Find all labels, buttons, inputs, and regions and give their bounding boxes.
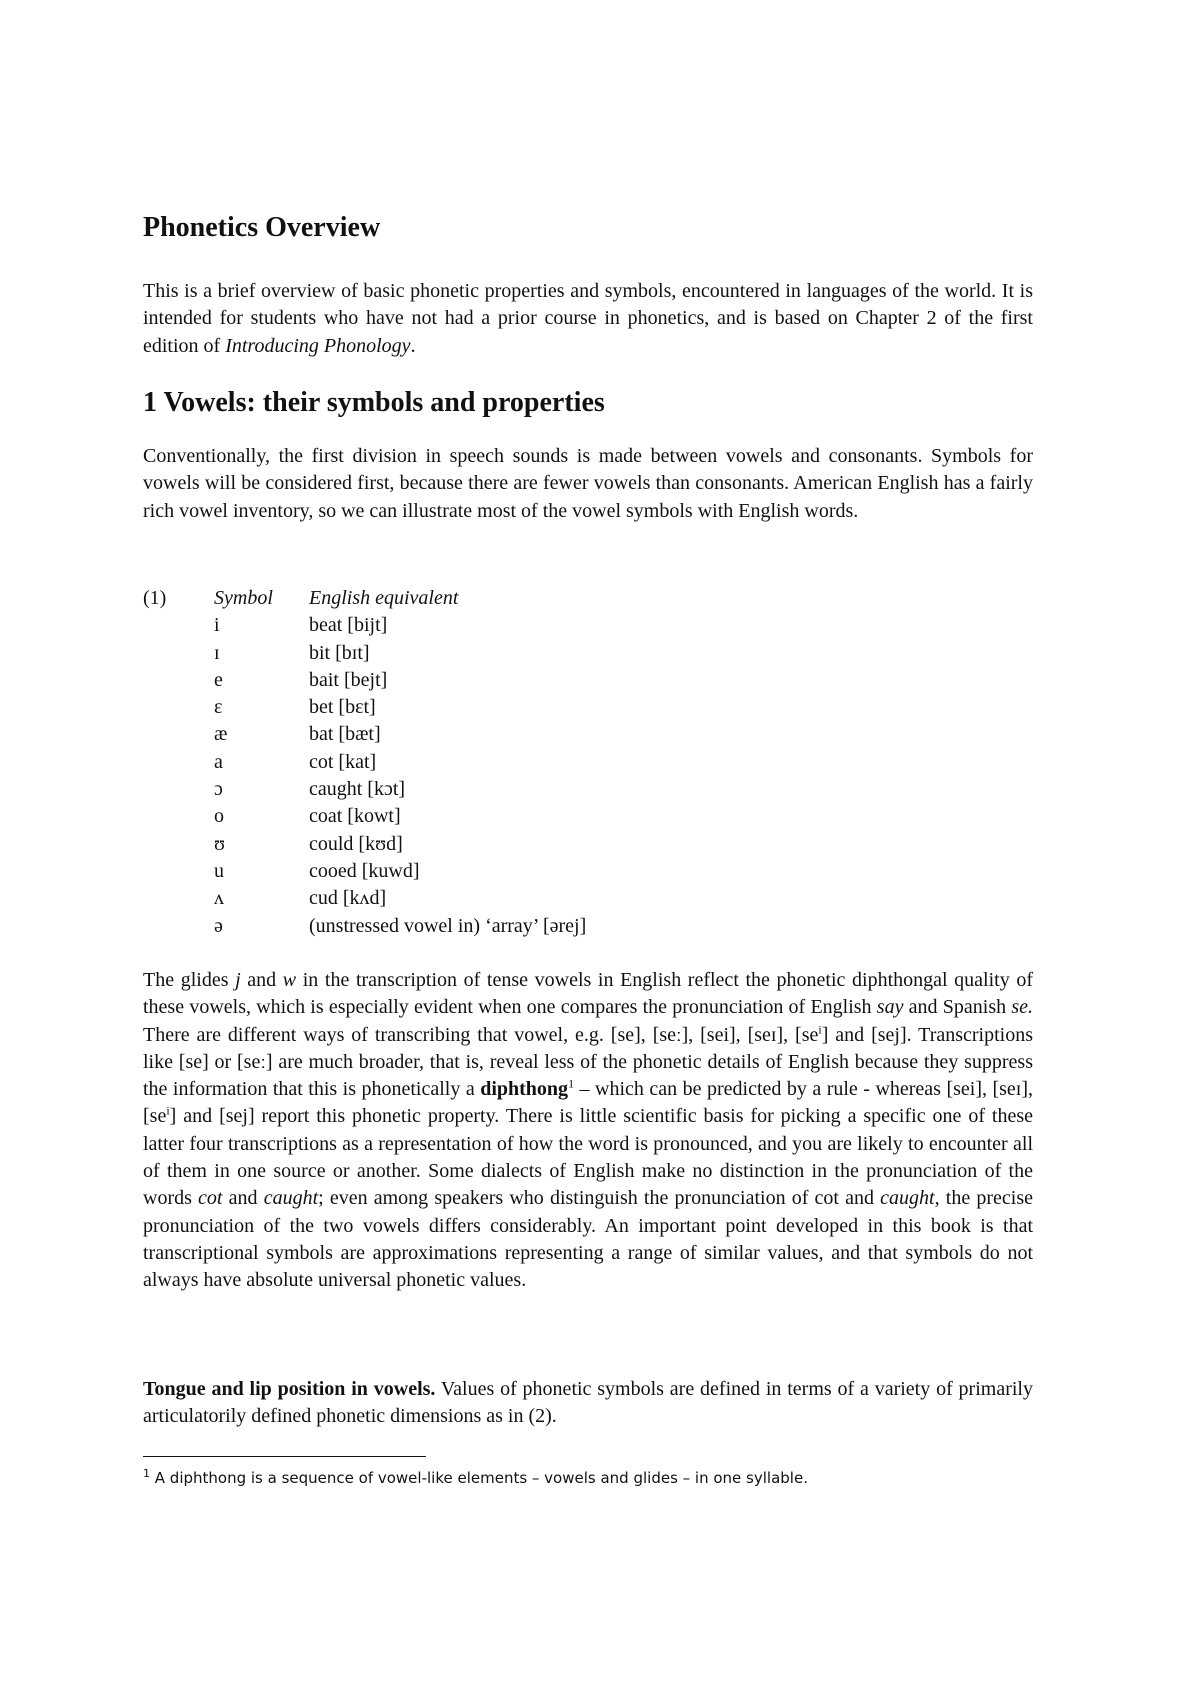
example-header-row <box>143 585 1033 612</box>
term-diphthong: diphthong <box>480 1078 569 1101</box>
superscript-i: i <box>818 1021 822 1036</box>
vowel-symbol: ɔ <box>214 778 223 801</box>
vowel-symbol: ɪ <box>214 641 220 664</box>
word-cot: cot <box>198 1187 223 1210</box>
footnote-marker: 1 <box>143 1467 150 1480</box>
vowel-symbol: æ <box>214 723 228 746</box>
footnote <box>143 1468 1033 1488</box>
glide-w: w <box>282 969 297 991</box>
text-run: The glides <box>143 969 236 991</box>
word-say: say <box>876 996 904 1019</box>
vowel-example-table <box>143 585 1033 940</box>
header-symbol: Symbol <box>214 587 273 609</box>
footnote-divider <box>143 1456 426 1457</box>
example-row <box>143 831 1033 858</box>
word-se: se. <box>1011 996 1034 1019</box>
intro-end: . <box>410 334 416 357</box>
vowel-symbol: o <box>214 805 224 828</box>
vowel-symbol: u <box>214 859 224 882</box>
example-row <box>143 803 1033 830</box>
example-row <box>143 776 1033 803</box>
page-title: Phonetics Overview <box>143 212 381 243</box>
tongue-paragraph <box>143 1376 1033 1431</box>
vowel-symbol: a <box>214 750 223 773</box>
example-row <box>143 913 1033 940</box>
text-run: , the precise pronunciation of the two vowels differs considerably. An important point developed in this book is that transcriptional symbols are approximations representing a range of similar values, and that symbols do not always have absolute universal phonetic values. <box>143 1187 1033 1292</box>
text-run: ] and [sej]. Transcriptions like [se] or [seː] are much broader, that is, reveal less of the phonetic details of English because they suppress the information that this is phonetically a <box>143 1023 1033 1101</box>
english-equivalent: beat [bijt] <box>309 614 388 637</box>
example-number: (1) <box>143 587 167 609</box>
vowel-symbol: ə <box>214 914 223 937</box>
text-run: ; even among speakers who distinguish the pronunciation of cot and <box>318 1187 881 1210</box>
english-equivalent: cooed [kuwd] <box>309 859 420 882</box>
text-run: in the transcription of tense vowels in English reflect the phonetic diphthongal quality of these vowels, which is especially evident when one compares the pronunciation of English <box>143 969 1033 1019</box>
example-row <box>143 858 1033 885</box>
footnote-text: A diphthong is a sequence of vowel-like elements – vowels and glides – in one syllable. <box>150 1469 808 1487</box>
example-row <box>143 749 1033 776</box>
english-equivalent: bit [bɪt] <box>309 641 370 664</box>
example-row <box>143 640 1033 667</box>
text-run: and <box>240 969 283 991</box>
example-row <box>143 694 1033 721</box>
footnote-reference[interactable]: 1 <box>568 1076 575 1091</box>
word-caught: caught <box>263 1187 319 1210</box>
text-run: ] and [sej] report this phonetic property. There is little scientific basis for picking a specific one of these latter four transcriptions as a representation of how the word is pronounced, and you are likely to encounter all of them in one source or another. Some dialects of English make no distinction in the pronunciation of the words <box>143 1105 1033 1210</box>
english-equivalent: bait [bejt] <box>309 668 388 691</box>
vowel-symbol: ʌ <box>214 887 224 910</box>
text-run: – which can be predicted by a rule - whereas [sei], [seɪ], [se <box>143 1078 1033 1128</box>
vowel-symbol: i <box>214 614 220 637</box>
english-equivalent: bat [bæt] <box>309 723 381 746</box>
text-run: and Spanish <box>903 996 1012 1019</box>
glide-j: j <box>235 969 241 991</box>
english-equivalent: could [kʊd] <box>309 832 403 855</box>
intro-paragraph <box>143 278 1033 360</box>
section-heading: 1 Vowels: their symbols and properties <box>143 387 605 418</box>
vowel-symbol: e <box>214 668 223 691</box>
vowel-symbol: ʊ <box>214 832 225 855</box>
glides-paragraph <box>143 967 1033 1295</box>
section-paragraph: Conventionally, the first division in speech sounds is made between vowels and consonants. Symbols for vowels will be considered first, because there are fewer vowels than consonants. American English has a fairly rich vowel inventory, so we can illustrate most of the vowel symbols with English words. <box>143 445 1033 522</box>
english-equivalent: cud [kʌd] <box>309 887 387 910</box>
superscript-i: i <box>166 1103 170 1118</box>
english-equivalent: caught [kɔt] <box>309 778 406 801</box>
intro-text: This is a brief overview of basic phonetic properties and symbols, encountered in languages of the world. It is intended for students who have not had a prior course in phonetics, and is based on Chapter 2 of the first edition of <box>143 280 1033 357</box>
text-run: and <box>222 1187 264 1210</box>
run-in-heading: Tongue and lip position in vowels. <box>143 1378 436 1400</box>
english-equivalent: bet [bɛt] <box>309 696 376 719</box>
example-row <box>143 667 1033 694</box>
vowel-symbol: ɛ <box>214 696 223 719</box>
header-english-equivalent: English equivalent <box>309 587 459 609</box>
example-row <box>143 885 1033 912</box>
text-run: There are different ways of transcribing that vowel, e.g. [se], [seː], [sei], [seɪ], [se <box>143 1023 819 1046</box>
example-row <box>143 612 1033 639</box>
english-equivalent: cot [kat] <box>309 750 377 773</box>
english-equivalent: coat [kowt] <box>309 805 401 828</box>
word-caught: caught <box>880 1187 935 1210</box>
english-equivalent: (unstressed vowel in) ‘array’ [ərej] <box>309 914 587 937</box>
book-title: Introducing Phonology <box>225 334 411 357</box>
example-row <box>143 721 1033 748</box>
text-run: Values of phonetic symbols are defined in terms of a variety of primarily articulatorily defined phonetic dimensions as in (2). <box>143 1378 1033 1428</box>
